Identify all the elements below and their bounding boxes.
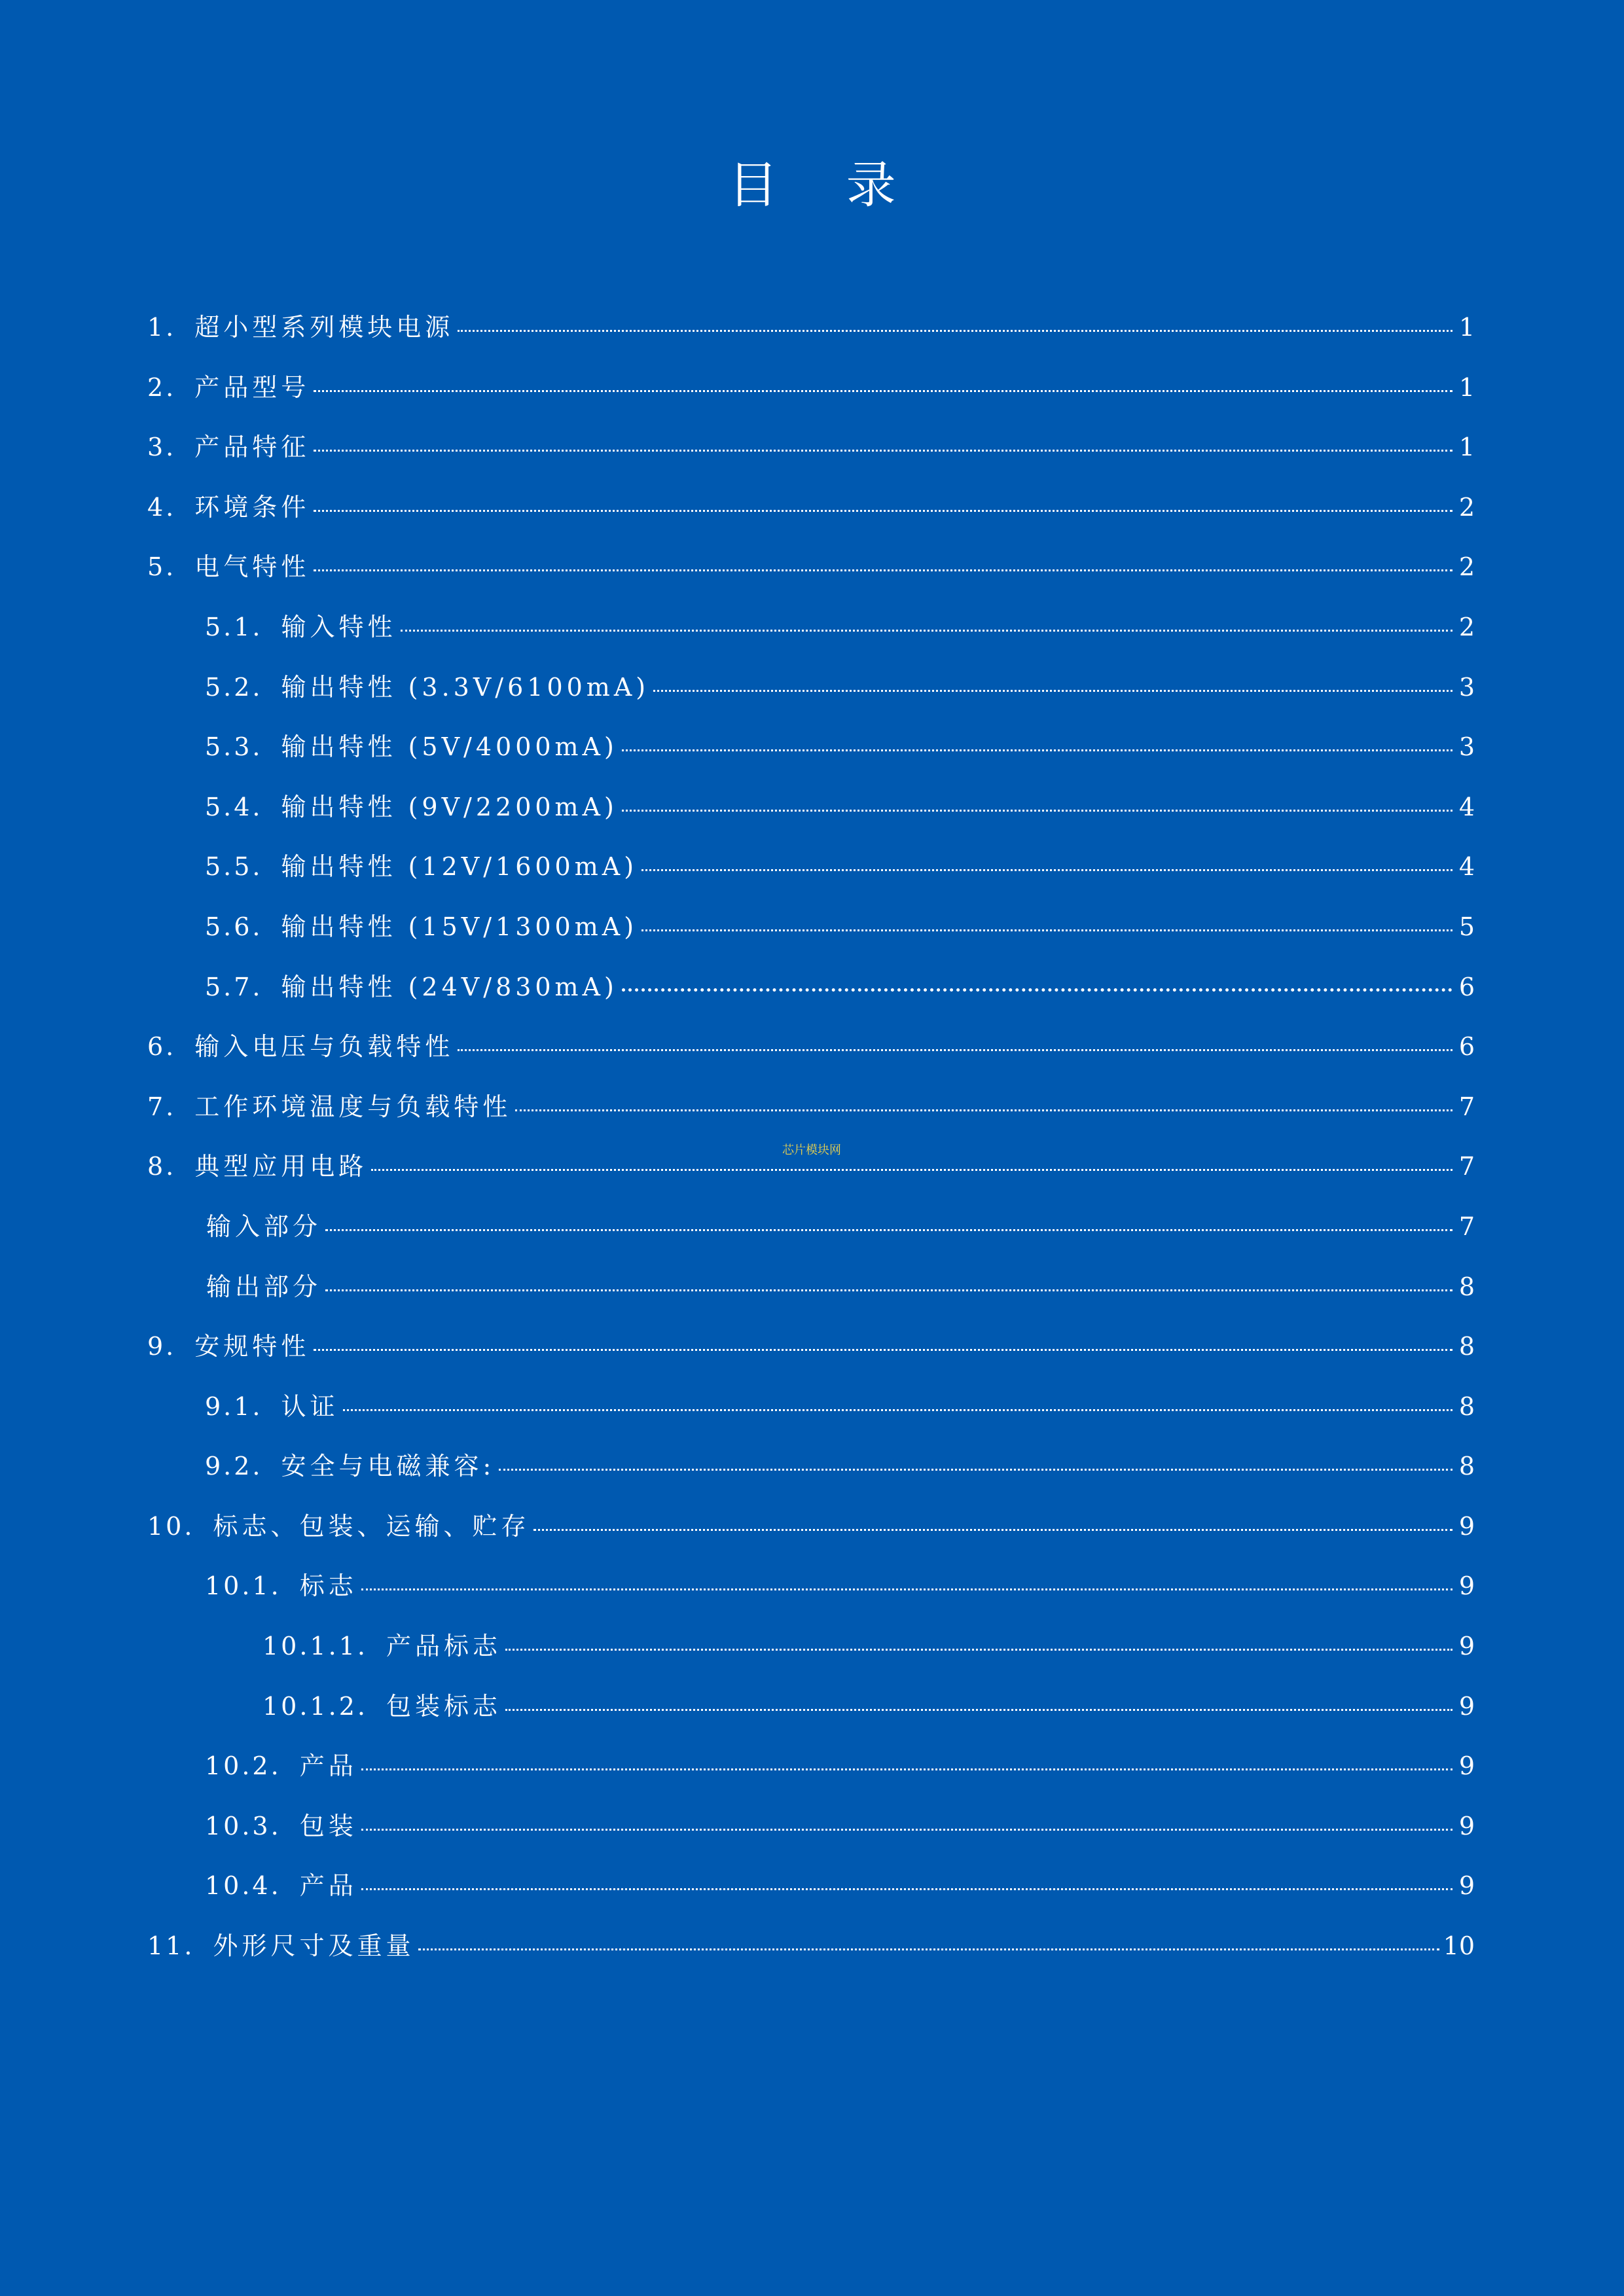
toc-entry-title: 安规特性 bbox=[194, 1332, 310, 1361]
toc-entry-number: 2. bbox=[147, 372, 177, 402]
toc-entry[interactable] bbox=[147, 1617, 1475, 1677]
toc-dot-leader bbox=[325, 1229, 1453, 1231]
toc-entry-number: 10.1.1. bbox=[262, 1632, 368, 1661]
toc-entry[interactable] bbox=[147, 1197, 1475, 1257]
toc-entry-page-number: 9 bbox=[1458, 1571, 1475, 1601]
toc-entry-number: 5.4. bbox=[205, 792, 263, 821]
toc-entry-number: 5.1. bbox=[205, 612, 263, 641]
toc-entry[interactable] bbox=[147, 1317, 1475, 1377]
toc-entry-number: 6. bbox=[147, 1032, 177, 1062]
toc-entry-page-number: 9 bbox=[1458, 1691, 1475, 1721]
toc-entry-number: 10. bbox=[147, 1511, 195, 1541]
toc-dot-leader bbox=[515, 1109, 1453, 1111]
toc-entry-number: 5. bbox=[147, 552, 177, 582]
toc-dot-leader bbox=[641, 869, 1453, 871]
toc-entry-title: 超小型系列模块电源 bbox=[194, 313, 454, 342]
toc-dot-leader bbox=[361, 1768, 1453, 1770]
toc-entry-title: 标志 bbox=[299, 1571, 357, 1601]
toc-entry[interactable] bbox=[147, 897, 1475, 958]
toc-dot-leader bbox=[343, 1409, 1453, 1411]
toc-entry-number: 10.1. bbox=[205, 1571, 281, 1601]
toc-dot-leader bbox=[499, 1469, 1453, 1471]
toc-dot-leader bbox=[371, 1169, 1453, 1171]
toc-entry-number: 3. bbox=[147, 433, 177, 462]
toc-entry[interactable] bbox=[147, 358, 1475, 418]
toc-entry-page-number: 9 bbox=[1458, 1511, 1475, 1541]
toc-entry-number: 10.4. bbox=[205, 1871, 281, 1901]
toc-entry-title: 输入电压与负载特性 bbox=[194, 1032, 454, 1062]
toc-entry[interactable] bbox=[147, 778, 1475, 838]
toc-entry[interactable] bbox=[147, 1077, 1475, 1138]
toc-entry[interactable] bbox=[147, 837, 1475, 897]
toc-entry-page-number: 1 bbox=[1458, 313, 1475, 342]
toc-dot-leader bbox=[458, 330, 1453, 332]
toc-entry[interactable] bbox=[147, 1856, 1475, 1916]
toc-dot-leader bbox=[361, 1829, 1453, 1831]
toc-entry-number: 10.1.2. bbox=[262, 1691, 368, 1721]
toc-entry[interactable] bbox=[147, 658, 1475, 718]
toc-dot-leader bbox=[458, 1049, 1453, 1051]
toc-entry-number: 9.1. bbox=[205, 1391, 263, 1421]
toc-entry-title: 输入部分 bbox=[206, 1211, 322, 1241]
toc-entry-title: 典型应用电路 bbox=[194, 1152, 368, 1181]
toc-entry-title: 包装标志 bbox=[386, 1691, 501, 1721]
toc-entry-page-number: 9 bbox=[1458, 1751, 1475, 1781]
toc-entry-title: 输出特性 (12V/1600mA) bbox=[281, 852, 638, 882]
toc-entry-number: 5.3. bbox=[205, 732, 263, 762]
toc-entry-title: 环境条件 bbox=[194, 492, 310, 522]
toc-entry-number: 9.2. bbox=[205, 1452, 263, 1481]
toc-dot-leader bbox=[401, 630, 1453, 632]
toc-entry[interactable] bbox=[147, 1556, 1475, 1617]
toc-entry-title: 产品型号 bbox=[194, 372, 310, 402]
toc-entry[interactable] bbox=[147, 717, 1475, 778]
toc-entry-title: 输出特性 (15V/1300mA) bbox=[281, 912, 638, 941]
toc-dot-leader bbox=[653, 690, 1453, 692]
toc-dot-leader bbox=[325, 1289, 1453, 1291]
toc-entry-number: 7. bbox=[147, 1092, 177, 1121]
toc-entry-page-number: 7 bbox=[1458, 1152, 1475, 1181]
toc-entry-number: 5.6. bbox=[205, 912, 263, 941]
toc-entry-number: 11. bbox=[147, 1931, 195, 1961]
toc-entry-number: 4. bbox=[147, 492, 177, 522]
toc-entry-page-number: 1 bbox=[1458, 372, 1475, 402]
toc-entry-title: 产品 bbox=[299, 1751, 357, 1781]
toc-entry[interactable] bbox=[147, 1497, 1475, 1557]
toc-entry-title: 包装 bbox=[299, 1811, 357, 1840]
toc-entry-page-number: 8 bbox=[1458, 1391, 1475, 1421]
toc-entry-title: 产品 bbox=[299, 1871, 357, 1901]
toc-entry-page-number: 5 bbox=[1458, 912, 1475, 941]
toc-entry-page-number: 8 bbox=[1458, 1452, 1475, 1481]
toc-dot-leader bbox=[622, 810, 1453, 812]
toc-dot-leader bbox=[314, 390, 1453, 392]
toc-entry-title: 输出特性 (3.3V/6100mA) bbox=[281, 672, 650, 702]
table-of-contents bbox=[147, 298, 1475, 1977]
toc-entry-title: 认证 bbox=[281, 1391, 339, 1421]
toc-dot-leader bbox=[622, 749, 1453, 751]
toc-entry-page-number: 4 bbox=[1458, 852, 1475, 882]
toc-dot-leader bbox=[505, 1649, 1453, 1651]
toc-entry-page-number: 2 bbox=[1458, 552, 1475, 582]
toc-entry-page-number: 2 bbox=[1458, 612, 1475, 641]
toc-entry[interactable] bbox=[147, 1736, 1475, 1797]
toc-entry-page-number: 3 bbox=[1458, 732, 1475, 762]
toc-entry-number: 5.2. bbox=[205, 672, 263, 702]
toc-entry[interactable] bbox=[147, 598, 1475, 658]
toc-entry-page-number: 8 bbox=[1458, 1272, 1475, 1301]
toc-entry[interactable] bbox=[147, 1017, 1475, 1077]
toc-dot-leader bbox=[314, 450, 1453, 452]
toc-entry-title: 输出特性 (9V/2200mA) bbox=[281, 792, 618, 821]
toc-entry-title: 产品标志 bbox=[386, 1632, 501, 1661]
toc-entry-number: 1. bbox=[147, 313, 177, 342]
toc-dot-leader bbox=[622, 988, 1453, 992]
toc-entry[interactable] bbox=[147, 478, 1475, 538]
toc-entry-page-number: 9 bbox=[1458, 1871, 1475, 1901]
toc-entry-title: 工作环境温度与负载特性 bbox=[194, 1092, 512, 1121]
toc-entry-title: 安全与电磁兼容: bbox=[281, 1452, 496, 1481]
watermark-text: 芯片模块网 bbox=[782, 1143, 841, 1157]
toc-dot-leader bbox=[361, 1588, 1453, 1590]
toc-entry[interactable] bbox=[147, 537, 1475, 598]
toc-entry-title: 产品特征 bbox=[194, 433, 310, 462]
toc-entry-page-number: 6 bbox=[1458, 1032, 1475, 1062]
toc-entry-page-number: 7 bbox=[1458, 1092, 1475, 1121]
toc-entry[interactable] bbox=[147, 1377, 1475, 1437]
toc-entry-title: 输出部分 bbox=[206, 1272, 322, 1301]
toc-entry[interactable] bbox=[147, 1677, 1475, 1737]
toc-entry-page-number: 2 bbox=[1458, 492, 1475, 522]
toc-entry[interactable] bbox=[147, 1257, 1475, 1318]
toc-entry-number: 10.3. bbox=[205, 1811, 281, 1840]
toc-entry-title: 外形尺寸及重量 bbox=[213, 1931, 415, 1961]
toc-entry-title: 输入特性 bbox=[281, 612, 397, 641]
toc-dot-leader bbox=[361, 1888, 1453, 1890]
toc-dot-leader bbox=[418, 1948, 1439, 1950]
toc-entry-number: 5.7. bbox=[205, 972, 263, 1001]
toc-entry-page-number: 9 bbox=[1458, 1811, 1475, 1840]
toc-entry-page-number: 4 bbox=[1458, 792, 1475, 821]
toc-entry[interactable] bbox=[147, 1916, 1475, 1977]
toc-entry-number: 8. bbox=[147, 1152, 177, 1181]
toc-entry-page-number: 10 bbox=[1443, 1931, 1475, 1961]
toc-dot-leader bbox=[533, 1529, 1453, 1531]
toc-entry-title: 电气特性 bbox=[194, 552, 310, 582]
toc-dot-leader bbox=[314, 569, 1453, 571]
toc-entry-title: 标志、包装、运输、贮存 bbox=[213, 1511, 530, 1541]
toc-entry-page-number: 3 bbox=[1458, 672, 1475, 702]
toc-dot-leader bbox=[505, 1709, 1453, 1711]
toc-entry-title: 输出特性 (24V/830mA) bbox=[281, 972, 618, 1001]
toc-entry-title: 输出特性 (5V/4000mA) bbox=[281, 732, 618, 762]
toc-entry-page-number: 1 bbox=[1458, 433, 1475, 462]
toc-entry[interactable] bbox=[147, 298, 1475, 358]
toc-entry-page-number: 7 bbox=[1458, 1211, 1475, 1241]
toc-entry-page-number: 9 bbox=[1458, 1632, 1475, 1661]
toc-entry-number: 5.5. bbox=[205, 852, 263, 882]
toc-entry-page-number: 6 bbox=[1458, 972, 1475, 1001]
toc-entry-page-number: 8 bbox=[1458, 1332, 1475, 1361]
toc-dot-leader bbox=[314, 1349, 1453, 1351]
toc-dot-leader bbox=[641, 929, 1453, 931]
toc-dot-leader bbox=[314, 510, 1453, 512]
toc-entry-number: 10.2. bbox=[205, 1751, 281, 1781]
toc-entry[interactable] bbox=[147, 418, 1475, 478]
toc-entry-number: 9. bbox=[147, 1332, 177, 1361]
toc-entry[interactable] bbox=[147, 1797, 1475, 1857]
toc-entry[interactable] bbox=[147, 1437, 1475, 1497]
page-title: 目 录 bbox=[728, 156, 922, 214]
toc-entry[interactable] bbox=[147, 958, 1475, 1018]
